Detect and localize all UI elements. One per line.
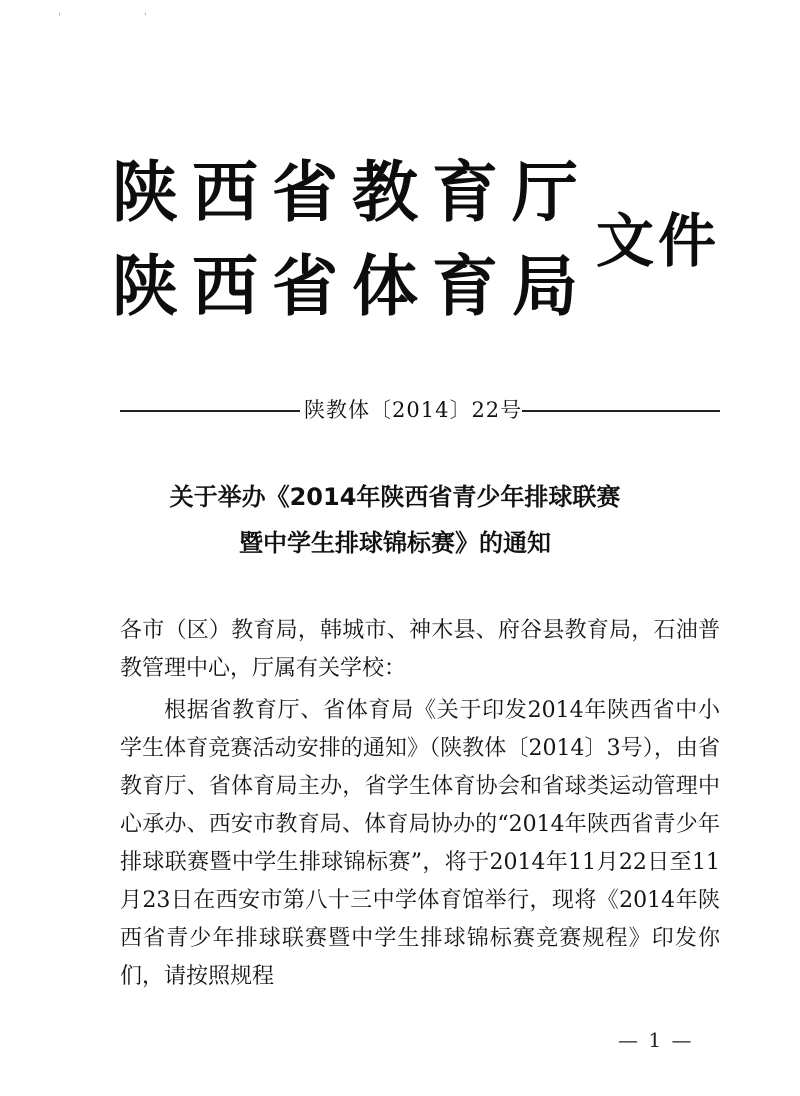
header-rule-left xyxy=(120,410,300,412)
document-body xyxy=(120,612,720,996)
issuing-agencies xyxy=(112,154,592,325)
document-title xyxy=(0,482,800,558)
salutation: 各市（区）教育局，韩城市、神木县、府谷县教育局，石油普教管理中心，厅属有关学校： xyxy=(120,618,720,681)
title-line-1: 关于举办《2014年陕西省青少年排球联赛 xyxy=(169,483,621,511)
header-rule-right xyxy=(522,410,720,412)
title-line-2: 暨中学生排球锦标赛》的通知 xyxy=(239,529,551,557)
document-number-row xyxy=(90,390,730,420)
document-type: 文件 xyxy=(596,207,721,275)
page-number: — 1 — xyxy=(618,1028,694,1052)
document-number: 陕教体〔2014〕22号 xyxy=(304,398,523,422)
agency-line-sports: 陕西省体育局 xyxy=(112,248,592,325)
body-paragraph: 根据省教育厅、省体育局《关于印发2014年陕西省中小学生体育竞赛活动安排的通知》（陕教体〔2014〕3号），由省教育厅、省体育局主办，省学生体育协会和省球类运动管理中心承办、西安市教育局、体育局协办的“2014年陕西省青少年排球联赛暨中学生排球锦标赛”，将于2014年11月22日至11月23日在西安市第八十三中学体育馆举行，现将《2014年陕西省青少年排球联赛暨中学生排球锦标赛竞赛规程》印发你们，请按照规程 xyxy=(120,698,720,989)
agency-line-education: 陕西省教育厅 xyxy=(112,154,592,231)
scan-specks: ' ' xyxy=(58,12,187,23)
